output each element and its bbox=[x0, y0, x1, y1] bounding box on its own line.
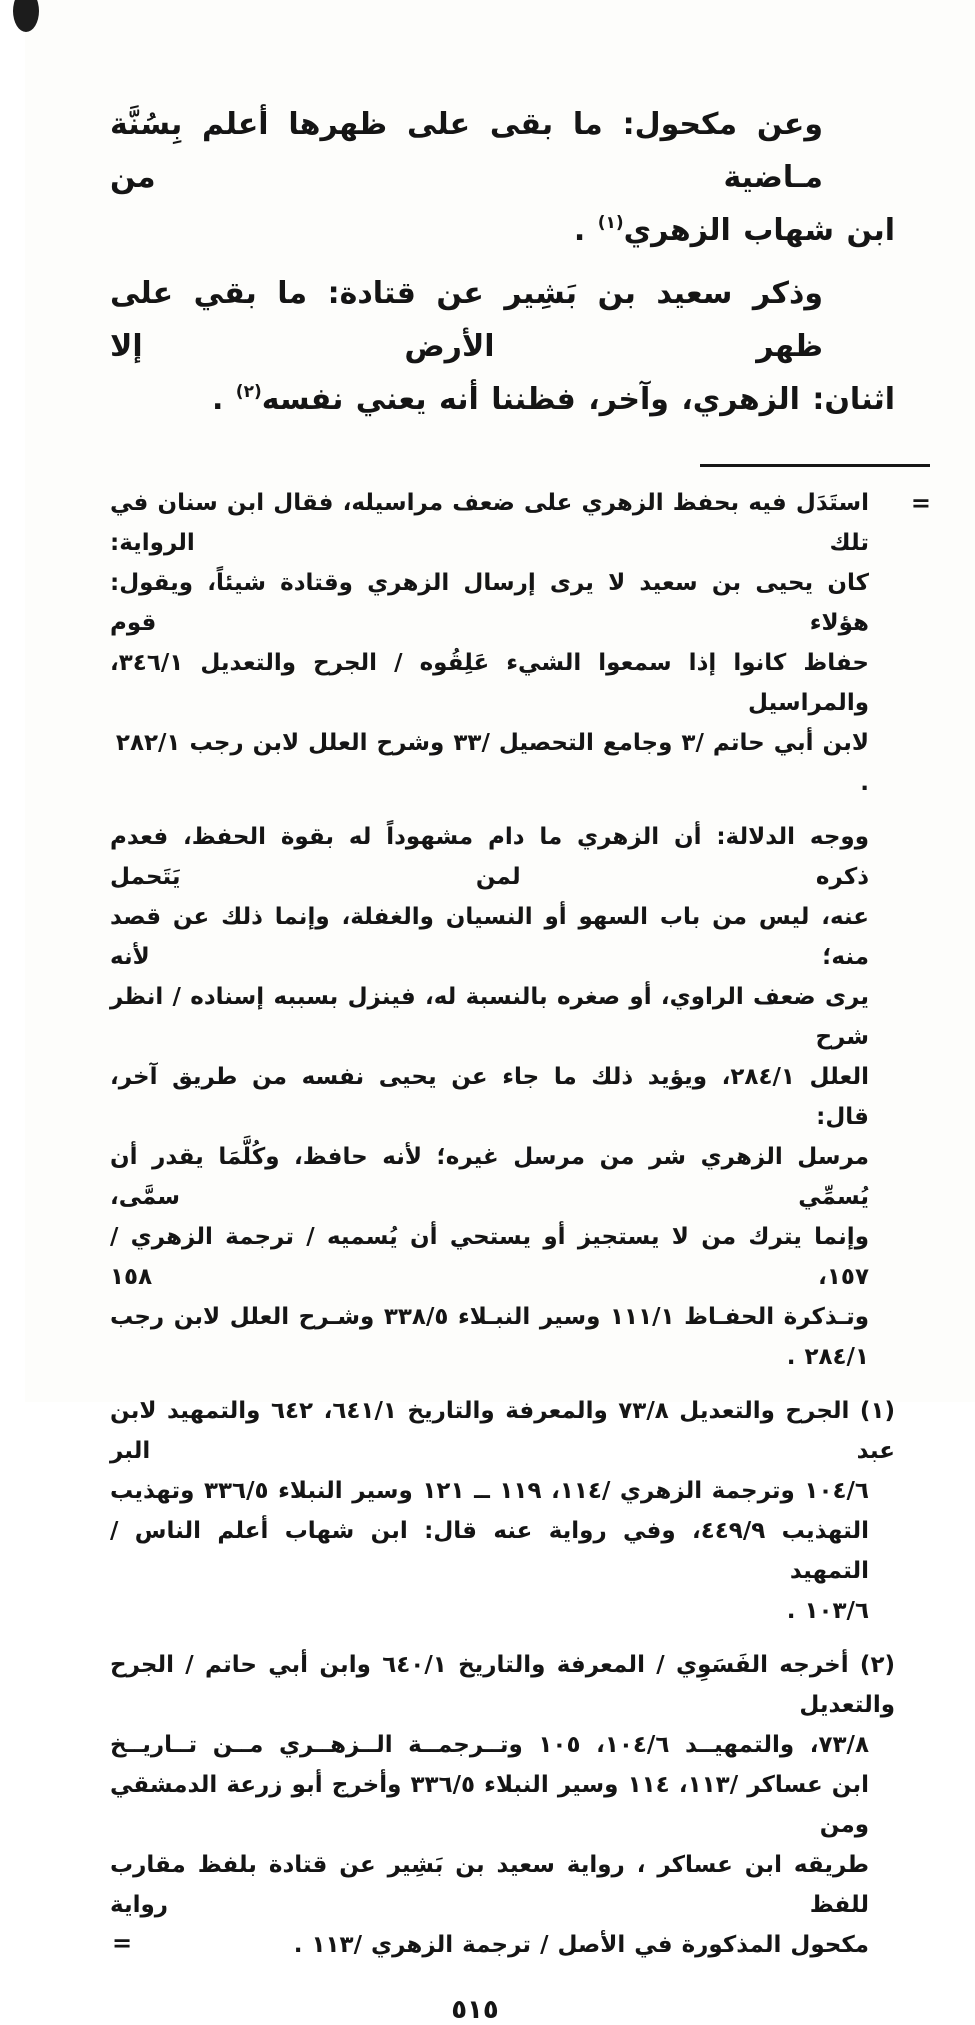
footnote-line: لابن أبي حاتم /٣ وجامع التحصيل /٣٣ وشرح العلل لابن رجب ٢٨٢/١ . bbox=[115, 730, 869, 796]
continuation-marker-bottom: = bbox=[112, 1929, 133, 1957]
footnote-line: وتـذكرة الحفـاظ ١١١/١ وسير النبـلاء ٣٣٨/٥ وشـرح العلل لابن رجب bbox=[110, 1304, 870, 1330]
text-line bbox=[110, 98, 895, 204]
footnote-block-note-1 bbox=[110, 1391, 895, 1631]
main-text bbox=[25, 0, 975, 426]
text-line bbox=[110, 267, 895, 373]
text-line bbox=[110, 204, 895, 257]
footnote-line: ٢٨٤/١ . bbox=[786, 1344, 869, 1370]
footnote-line: طريقه ابن عساكر ، رواية سعيد بن بَشِير عن قتادة بلفظ مقارب للفظ رواية bbox=[110, 1852, 869, 1918]
page-number: ٥١٥ bbox=[451, 1995, 499, 2025]
footnote-line: العلل ٢٨٤/١، ويؤيد ذلك ما جاء عن يحيى نفسه من طريق آخر، قال: bbox=[110, 1064, 869, 1130]
footnote-line: ابن عساكر /١١٣، ١١٤ وسير النبلاء ٣٣٦/٥ وأخرج أبو زرعة الدمشقي ومن bbox=[110, 1772, 870, 1838]
footnote-ref: (٢) bbox=[235, 382, 262, 402]
footnote-block-note-2 bbox=[110, 1645, 895, 1965]
footnote-line: (١) الجرح والتعديل ٧٣/٨ والمعرفة والتاريخ ٦٤١/١، ٦٤٢ والتمهيد لابن عبد البر bbox=[110, 1398, 895, 1464]
footnotes bbox=[110, 483, 931, 1965]
paragraph bbox=[110, 98, 895, 257]
text-segment: . bbox=[573, 213, 598, 248]
footnote-line: حفاظ كانوا إذا سمعوا الشيء عَلِقُوه / الجرح والتعديل ٣٤٦/١، والمراسيل bbox=[110, 650, 869, 716]
footnote-line: يرى ضعف الراوي، أو صغره بالنسبة له، فينزل بسببه إسناده / انظر شرح bbox=[110, 984, 869, 1050]
footnote-ref: (١) bbox=[597, 213, 624, 233]
text-segment: اثنان: الزهري، وآخر، فظننا أنه يعني نفسه bbox=[261, 382, 895, 417]
footnote-line: ٧٣/٨، والتمهيــد ١٠٤/٦، ١٠٥ وتــرجمــة الــزهــري مــن تــاريــخ bbox=[110, 1732, 869, 1758]
text-segment: . bbox=[211, 382, 236, 417]
footnote-separator bbox=[700, 464, 930, 467]
footnote-line: ١٠٣/٦ . bbox=[786, 1598, 869, 1624]
footnote-line: مرسل الزهري شر من مرسل غيره؛ لأنه حافظ، وكُلَّمَا يقدر أن يُسمِّي سمَّى، bbox=[110, 1144, 869, 1210]
book-page bbox=[25, 0, 975, 2025]
footnote-block-continuation bbox=[110, 483, 895, 803]
footnote-line: مكحول المذكورة في الأصل / ترجمة الزهري /١١٣ . bbox=[293, 1932, 869, 1958]
paragraph bbox=[110, 267, 895, 426]
text-segment: ابن شهاب الزهري bbox=[623, 213, 895, 248]
footnote-line: عنه، ليس من باب السهو أو النسيان والغفلة، وإنما ذلك عن قصد منه؛ لأنه bbox=[110, 904, 869, 970]
footnote-line: وإنما يترك من لا يستجيز أو يستحي أن يُسميه / ترجمة الزهري /١٥٧، ١٥٨ bbox=[110, 1224, 869, 1290]
text-line bbox=[110, 373, 895, 426]
footnote-line: ووجه الدلالة: أن الزهري ما دام مشهوداً له بقوة الحفظ، فعدم ذكره لمن يَتَحمل bbox=[110, 824, 869, 890]
footnote-block-dalala bbox=[110, 817, 895, 1377]
footnote-line: كان يحيى بن سعيد لا يرى إرسال الزهري وقتادة شيئاً، ويقول: هؤلاء قوم bbox=[110, 570, 869, 636]
footnote-line: التهذيب ٤٤٩/٩، وفي رواية عنه قال: ابن شهاب أعلم الناس / التمهيد bbox=[110, 1518, 869, 1584]
text-segment: وعن مكحول: ما بقى على ظهرها أعلم بِسُنَّة مـاضية من bbox=[110, 107, 823, 195]
footnote-line: استَدَل فيه بحفظ الزهري على ضعف مراسيله، فقال ابن سنان في تلك الرواية: bbox=[110, 490, 869, 556]
continuation-marker-top: = bbox=[910, 489, 931, 517]
footnote-line: (٢) أخرجه الفَسَوِي / المعرفة والتاريخ ٦٤٠/١ وابن أبي حاتم / الجرح والتعديل bbox=[110, 1652, 895, 1718]
footnote-line: ١٠٤/٦ وترجمة الزهري /١١٤، ١١٩ ــ ١٢١ وسير النبلاء ٣٣٦/٥ وتهذيب bbox=[110, 1478, 869, 1504]
text-segment: وذكر سعيد بن بَشِير عن قتادة: ما بقي على ظهر الأرض إلا bbox=[110, 276, 823, 364]
